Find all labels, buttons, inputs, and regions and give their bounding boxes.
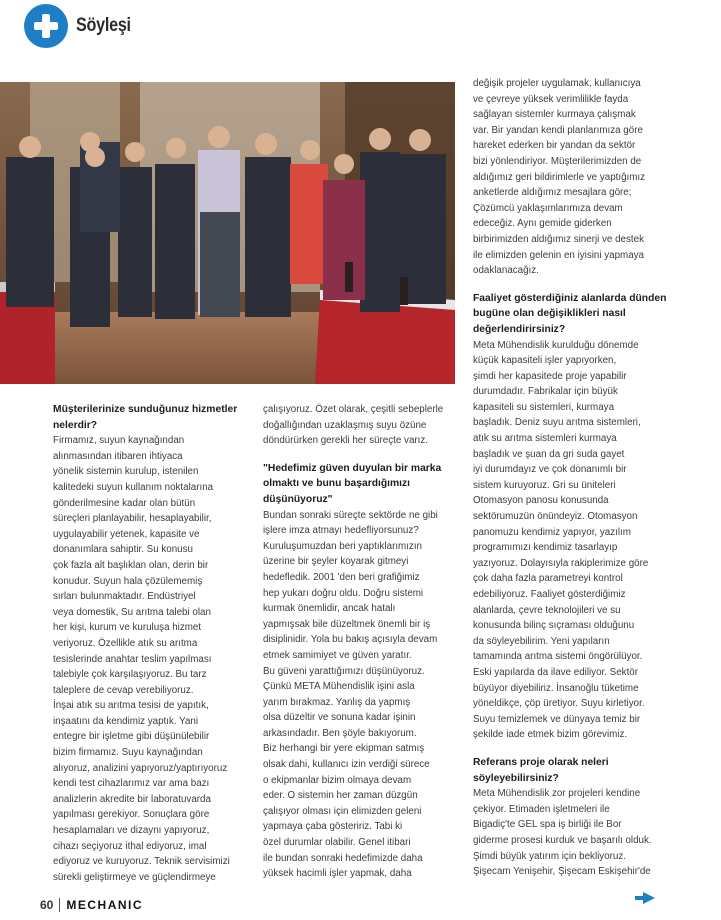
magazine-logo: MECHANIC — [66, 898, 144, 912]
text-line: alanlarda, çevre teknolojileri ve su — [473, 604, 621, 616]
text-line: çekiyor. Etimaden işletmeleri ile — [473, 803, 610, 815]
text-line: Biz herhangi bir yere ekipman satmış — [263, 743, 425, 755]
text-line: uygulayabilir yetenek, kapasite ve — [53, 528, 200, 540]
text-line: yarım bırakmaz. Yanlış da yapmış — [263, 696, 411, 708]
text-line: atık su arıtma sistemleri kurmaya — [473, 433, 617, 445]
text-line: ediyoruz ve kuruyoruz. Teknik servisimizi — [53, 856, 230, 868]
question-heading: Referans proje olarak neleri söyleyebilirsiniz? — [473, 756, 609, 784]
text-line: etmek samimiyet ve güven yaratır. — [263, 649, 412, 661]
answer-text — [53, 433, 249, 885]
text-line: Meta Mühendislik zor projeleri kendine — [473, 788, 641, 800]
text-line: entegre bir işletme gibi düşünülebilir — [53, 731, 210, 743]
text-line: Şişecam Yenişehir, Şişecam Eskişehir'de — [473, 866, 651, 878]
group-photo — [0, 82, 455, 384]
text-line: birbirimizden aldığımız sinerji ve destek — [473, 233, 644, 245]
text-line: disiplinidir. Yola bu bakış açısıyla devam — [263, 634, 438, 646]
text-line: Suyu temizlemek ve dünyaya temiz bir — [473, 713, 641, 725]
text-line: kapasiteli su sistemleri, kurmaya — [473, 401, 615, 413]
text-line: yapmaya çaba gösteririz. Tabi ki — [263, 821, 403, 833]
text-line: özel durumlar olabilir. Genel itibari — [263, 837, 411, 849]
text-line: kendi test cihazlarımız var ama bazı — [53, 778, 210, 790]
text-line: tesislerinde anahtar teslim yapılması — [53, 653, 212, 665]
text-line: yapılması gerekiyor. Sonuçlara göre — [53, 809, 210, 821]
text-line: ve çevreye yüksek verimlilikle fayda — [473, 93, 629, 105]
text-line: panomuzu kendimiz yapıyor, yazılım — [473, 526, 631, 538]
text-line: konudur. Suyun hala çözülememiş — [53, 575, 203, 587]
text-line: veriyoruz. Özellikle atık su arıtma — [53, 637, 198, 649]
text-line: durumdadır. Fabrikalar için büyük — [473, 386, 618, 398]
text-line: analizlerin akredite bir laboratuvarda — [53, 793, 211, 805]
text-line: çalışıyoruz. Özet olarak, çeşitli sebeplerle — [263, 404, 444, 415]
text-line: döndürürken gerekli her süreçte varız. — [263, 435, 428, 447]
plus-icon — [24, 4, 68, 48]
page-footer — [40, 898, 143, 912]
text-line: Eski yapılarda da ilave ediliyor. Sektör — [473, 666, 638, 678]
text-line: programımızı kendimiz tasarlayıp — [473, 542, 618, 554]
text-line: değişik projeler uygulamak, kullanıcıya — [473, 78, 641, 89]
text-line: hep yukarı doğru oldu. Doğru sistemi — [263, 587, 424, 599]
text-line: küçük kapasiteli işler yapıyorken, — [473, 355, 617, 367]
section-title: Söyleşi — [76, 15, 131, 36]
text-line: alıyoruz, analizini yapıyoruz/yaptırıyoruz — [53, 762, 228, 774]
text-line: Kuruluşumuzdan beri yaptıklarımızın — [263, 540, 422, 552]
group-photo-image — [0, 82, 455, 384]
text-line: alınmasından itibaren ihtiyaca — [53, 450, 183, 462]
text-line: çok fazla alt başlıklan olan, derin bir — [53, 559, 209, 571]
text-line: başladık ve şuan da gri suda gayet — [473, 448, 625, 460]
text-line: inşaatını da kendimiz yaptık. Yani — [53, 715, 199, 727]
section-header — [24, 4, 140, 48]
text-line: ile elimizden gelenin en iyisini yapmaya — [473, 249, 644, 261]
text-line: Firmamız, suyun kaynağından — [53, 435, 185, 447]
pull-quote-heading: "Hedefimiz güven duyulan bir marka olmaktı ve bunu başardığımızı düşünüyoruz" — [263, 462, 442, 505]
text-line: kalitedeki suyun kullanım noktalarına — [53, 481, 214, 493]
text-line: donanımlara sahiptir. Su konusu — [53, 544, 193, 556]
text-line: da söyleyebilirim. Yeni yapıların — [473, 635, 610, 647]
text-line: sağlayan sistemler kurmaya çalışmak — [473, 109, 636, 121]
text-line: şekilde iade etmek bizim görevimiz. — [473, 729, 628, 741]
text-line: çok daha fazla parametreyi kontrol — [473, 573, 623, 585]
text-line: şimdi her kapasitede proje yapabilir — [473, 370, 627, 382]
text-line: eder. O sistemin her zaman düzgün — [263, 790, 418, 802]
text-line: Bigadiç'te GEL spa iş birliği ile Bor — [473, 819, 622, 831]
article-column-3 — [473, 76, 673, 880]
text-line: arkasındadır. Ben şöyle bakıyorum. — [263, 727, 417, 739]
text-line: o ekipmanlar bizim olmaya devam — [263, 774, 412, 786]
text-line: hareket ederken bir yandan da sektör — [473, 140, 636, 152]
text-line: Çözümcü yaklaşımlarımıza devam — [473, 202, 623, 214]
text-line: iyi durumdayız ve çok donanımlı bir — [473, 464, 627, 476]
text-line: giderme prosesi kurduk ve başarılı olduk. — [473, 834, 652, 846]
text-line: hedefledik. 2001 'den beri grafiğimiz — [263, 571, 420, 583]
text-line: odaklanacağız. — [473, 265, 539, 277]
text-line: gönderilmesine kadar olan bütün — [53, 497, 196, 509]
article-column-2 — [263, 402, 463, 882]
text-line: Meta Mühendislik kurulduğu dönemde — [473, 339, 639, 351]
text-line: işlere imza atmayı hedefliyorsunuz? — [263, 525, 419, 537]
text-line: Otomasyon panosu konusunda — [473, 495, 609, 507]
text-line: sırları bulunmaktadır. Endüstriyel — [53, 591, 196, 603]
text-line: edebiliyoruz. Faaliyet gösterdiğimiz — [473, 589, 626, 600]
text-line: bizi yönlendiriyor. Müşterilerimizden de — [473, 155, 642, 167]
text-line: talebiyle çok karşılaşıyoruz. Bu tarz — [53, 669, 207, 681]
text-line: Bundan sonraki süreçte sektörde ne gibi — [263, 509, 438, 521]
text-line: taleplere de cevap verebiliyoruz. — [53, 684, 194, 696]
text-line: konusunda bilinç sıçraması olduğunu — [473, 620, 635, 632]
question-heading: Müşterilerinize sunduğunuz hizmetler nelerdir? — [53, 404, 238, 431]
text-line: hesaplamaları ve dizaynı yapıyoruz, — [53, 825, 210, 837]
text-line: Çünkü META Mühendislik işini asla — [263, 681, 415, 693]
page-number: 60 — [40, 898, 54, 912]
text-line: anketlerde aldığımız mesajlara göre; — [473, 187, 632, 199]
text-line: süreçleri planlayabilir, hesaplayabilir, — [53, 513, 212, 525]
text-line: yapmışsak bile düzeltmek önemli bir iş — [263, 618, 431, 630]
text-line: yöneldikçe, çöp üretiyor. Suyu kirletiyor. — [473, 698, 645, 710]
text-line: cihazı seçiyoruz ithal ediyoruz, imal — [53, 840, 207, 852]
continue-arrow-icon — [643, 892, 655, 904]
text-line: Bu güveni yarattığımızı düşünüyoruz. — [263, 665, 425, 677]
article-column-1 — [53, 402, 249, 885]
text-line: doğallığından uzaklaşmış suyu özüne — [263, 419, 427, 431]
text-line: İnşai atık su arıtma tesisi de yapıtık, — [53, 700, 209, 712]
text-line: edeceğiz. Aynı gemide giderken — [473, 218, 612, 230]
text-line: veya domestik, Su arıtma talebi olan — [53, 606, 211, 618]
text-line: her kişi, kurum ve kuruluşa hizmet — [53, 622, 202, 634]
text-line: üzerine bir şeyler koyarak gitmeyi — [263, 556, 409, 568]
text-line: başladık. Deniz suyu arıtma sistemleri, — [473, 417, 641, 429]
text-line: çalışıyor olması için elimizden geleni — [263, 805, 422, 817]
footer-divider — [59, 898, 60, 912]
text-line: sektörumuzün önündeyiz. Otomasyon — [473, 511, 638, 523]
text-line: olsak dahi, kullanıcı izin verdiği sürece — [263, 759, 430, 771]
text-line: olsa düzeltir ve sonuna kadar işinin — [263, 712, 416, 724]
text-line: yüksek hacimli işler yapmak, daha — [263, 868, 412, 880]
text-line: tamamında arıtma sistemi öngörülüyor. — [473, 651, 643, 663]
text-line: yönelik sistemin kurulup, istenilen — [53, 466, 199, 478]
text-line: var. Bir yandan kendi planlarımıza göre — [473, 124, 643, 136]
text-line: bizim firmamız. Suyu kaynağından — [53, 747, 203, 759]
text-line: sistem kuruyoruz. Gri su üniteleri — [473, 479, 616, 491]
text-line: Şimdi büyük yatırım için bekliyoruz. — [473, 850, 626, 862]
text-line: sürekli geliştirmeye ve güçlendirmeye — [53, 871, 216, 883]
text-line: ile bundan sonraki hedefimizde daha — [263, 852, 423, 864]
question-heading: Faaliyet gösterdiğiniz alanlarda dünden bugüne olan değişiklikleri nasıl değerlendirirsiniz? — [473, 292, 667, 335]
text-line: yazıyoruz. Dolayısıyla rakiplerimize göre — [473, 557, 649, 569]
text-line: aldığımız geri bildirimlerle ve yaptığımız — [473, 171, 646, 183]
text-line: kurmak önemlidir, ancak hatalı — [263, 603, 396, 615]
text-line: büyüyor diyebiliriz. İnsanoğlu tüketime — [473, 682, 639, 694]
